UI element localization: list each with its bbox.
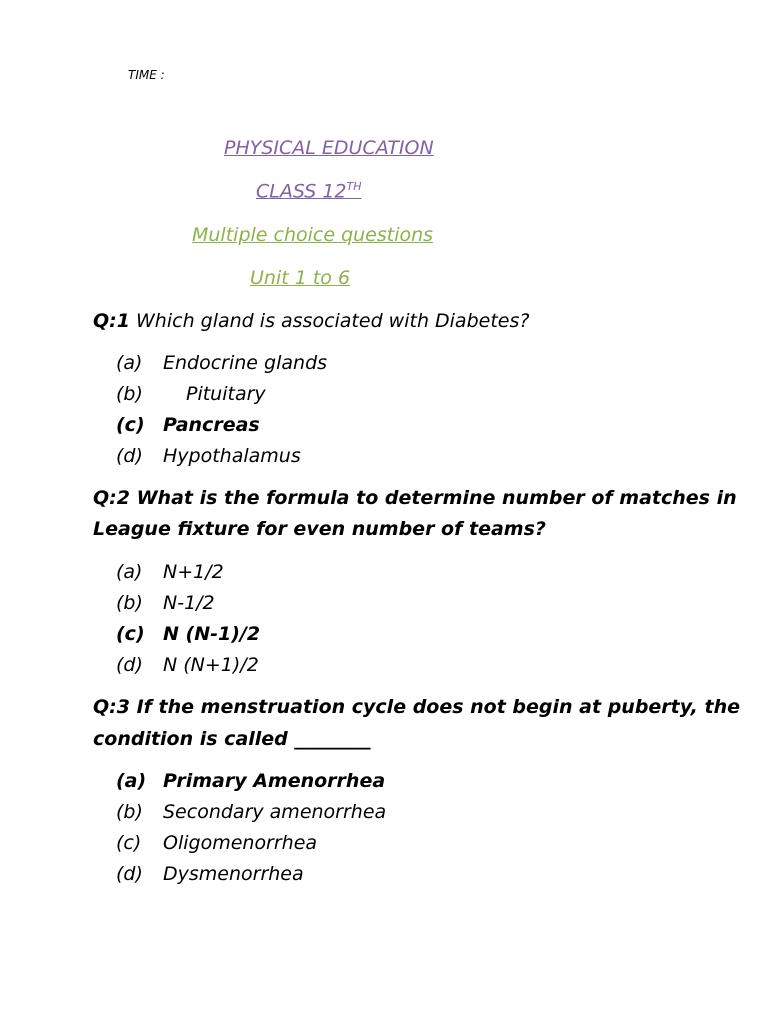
question-3-number: Q:3 xyxy=(93,696,130,718)
option-letter: (a) xyxy=(116,561,143,583)
question-2-text: What is the formula to determine number of matches in xyxy=(129,487,737,509)
option-letter: (d) xyxy=(116,863,143,885)
option-letter: (d) xyxy=(116,445,143,467)
option-text: Endocrine glands xyxy=(163,352,328,374)
option-text: Pancreas xyxy=(163,414,260,436)
question-1-number: Q:1 xyxy=(93,310,130,332)
units-title: Unit 1 to 6 xyxy=(250,267,351,289)
option-letter: (b) xyxy=(116,592,143,614)
option-letter: (b) xyxy=(116,801,143,823)
question-1 xyxy=(93,310,529,332)
question-3-line-1 xyxy=(93,696,740,718)
option-letter: (d) xyxy=(116,654,143,676)
option-letter: (a) xyxy=(116,770,147,792)
subject-title: PHYSICAL EDUCATION xyxy=(224,137,434,159)
question-2-line-1 xyxy=(93,487,737,509)
question-type-title: Multiple choice questions xyxy=(192,224,434,246)
option-text: Primary Amenorrhea xyxy=(163,770,386,792)
option-letter: (c) xyxy=(116,832,142,854)
question-2-number: Q:2 xyxy=(93,487,130,509)
option-text: Hypothalamus xyxy=(163,445,301,467)
option-text: N (N+1)/2 xyxy=(163,654,259,676)
option-text: Oligomenorrhea xyxy=(163,832,318,854)
option-text: Secondary amenorrhea xyxy=(163,801,387,823)
option-letter: (b) xyxy=(116,383,143,405)
option-text: Pituitary xyxy=(186,383,266,405)
class-title xyxy=(256,180,362,202)
class-superscript: TH xyxy=(346,180,362,193)
option-letter: (c) xyxy=(116,414,145,436)
question-2-line-2: League fixture for even number of teams? xyxy=(93,518,546,540)
option-text: N (N-1)/2 xyxy=(163,623,261,645)
question-3-line-2: condition is called ________ xyxy=(93,728,371,750)
option-text: N+1/2 xyxy=(163,561,224,583)
option-text: Dysmenorrhea xyxy=(163,863,304,885)
question-3-text: If the menstruation cycle does not begin at puberty, the xyxy=(129,696,740,718)
question-1-text: Which gland is associated with Diabetes? xyxy=(129,310,530,332)
class-label: CLASS 12 xyxy=(256,180,347,203)
option-letter: (a) xyxy=(116,352,143,374)
option-letter: (c) xyxy=(116,623,145,645)
option-text: N-1/2 xyxy=(163,592,215,614)
time-label: TIME : xyxy=(128,68,165,82)
